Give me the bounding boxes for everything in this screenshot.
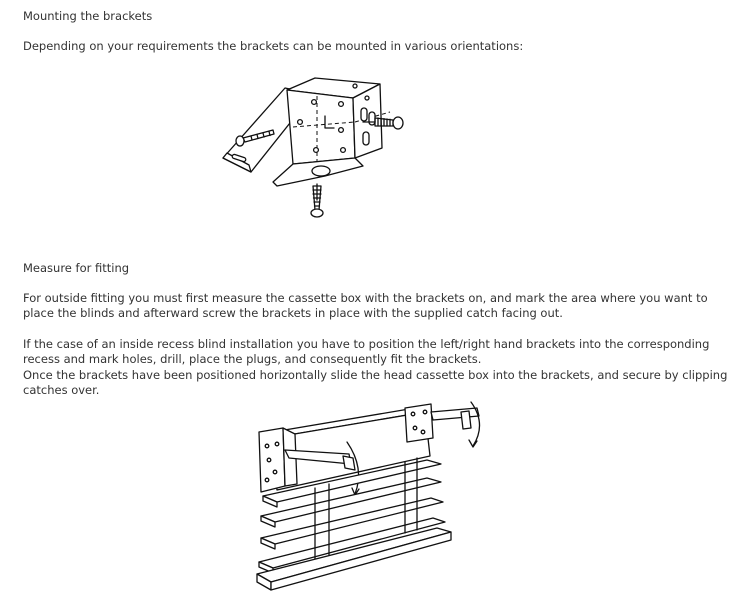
bracket-diagram [215,72,415,227]
cassette-box-line-2: catches over. [23,383,100,397]
inside-recess-line-2: recess and mark holes, drill, place the plugs, and consequently fit the brackets. [23,352,482,366]
cassette-box-line-1: Once the brackets have been positioned horizontally slide the head cassette box into the brackets, and secure by clipping [23,368,728,382]
bracket-front-face [287,90,355,164]
section-heading-measure: Measure for fitting [23,261,130,275]
right-bracket-block [405,404,433,442]
inside-recess-line-1: If the case of an inside recess blind installation you have to position the left/right hand brackets into the corresponding [23,337,710,351]
right-clip [431,408,479,420]
mounting-intro-text: Depending on your requirements the brackets can be mounted in various orientations: [23,39,524,53]
left-bracket-block [259,428,285,492]
outside-fitting-line-1: For outside fitting you must first measure the cassette box with the brackets on, and mark the area where you want to [23,291,708,305]
blind-cassette-diagram [255,398,485,596]
section-heading-mounting: Mounting the brackets [23,9,153,23]
outside-fitting-line-2: place the blinds and afterward screw the brackets in place with the supplied catch facing out. [23,306,563,320]
screw-bottom-icon [311,184,323,217]
